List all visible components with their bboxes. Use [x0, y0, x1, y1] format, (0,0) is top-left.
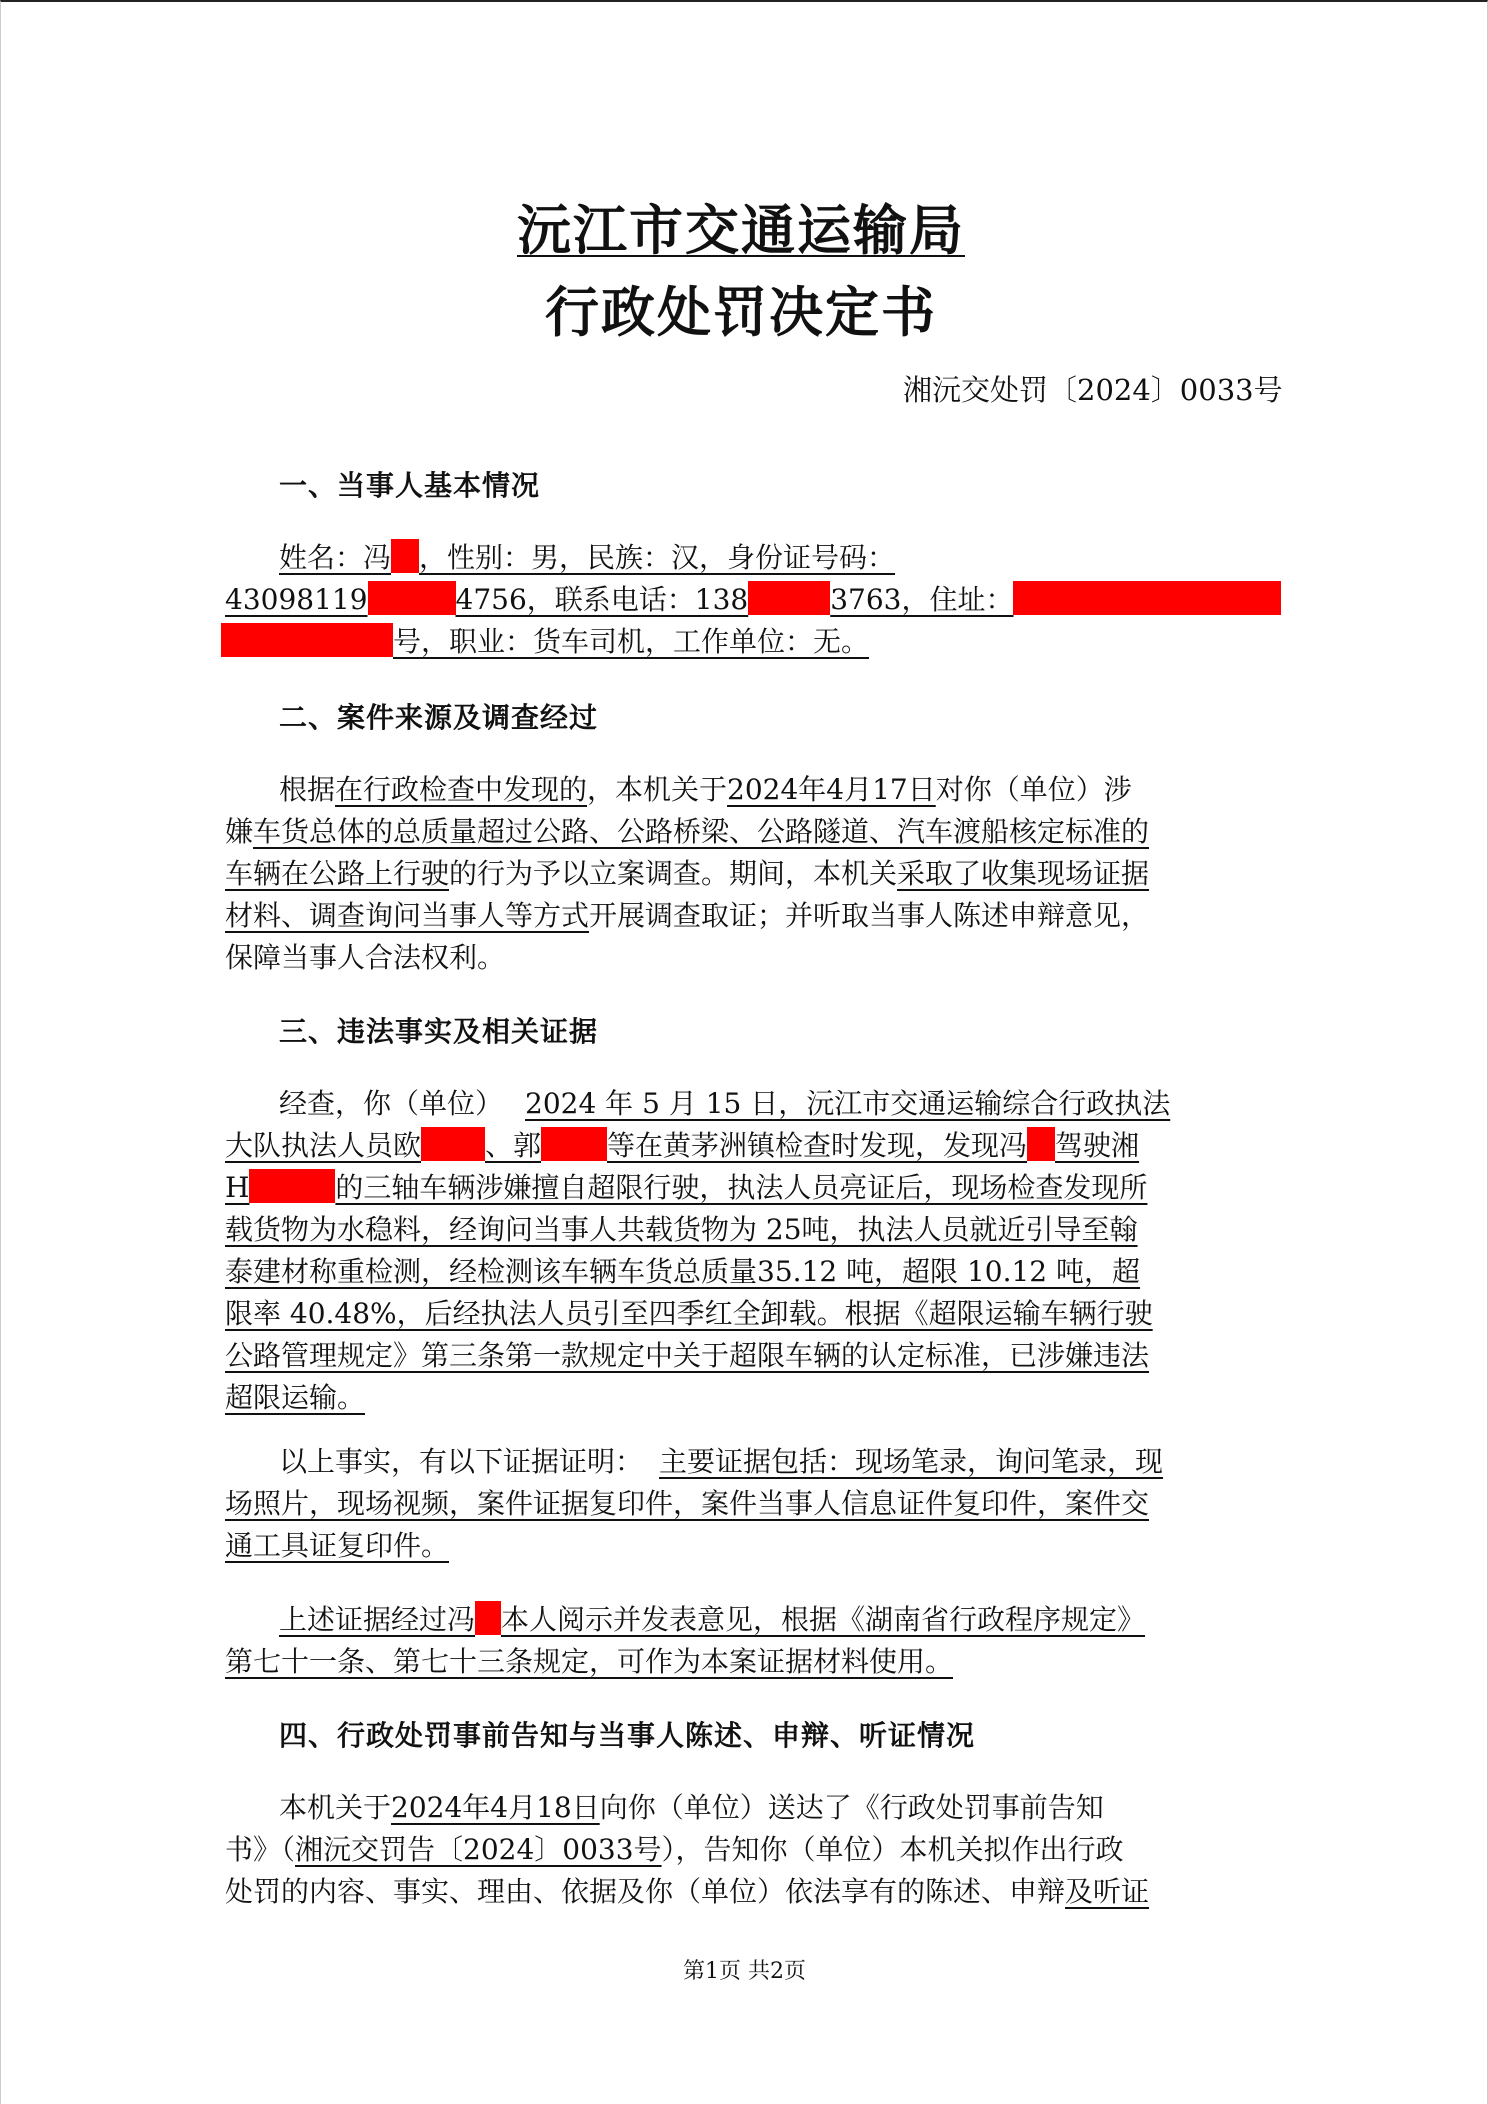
evidence-review-line-2: 第七十一条、第七十三条规定，可作为本案证据材料使用。 [225, 1645, 954, 1678]
facts-line-2: 大队执法人员欧 、郭 等在黄茅洲镇检查时发现，发现冯 驾驶湘 [225, 1129, 1140, 1162]
redaction-driver-name [1027, 1127, 1055, 1161]
redaction-officer-2 [541, 1127, 607, 1161]
redaction-phone [748, 581, 830, 615]
notice-line-3: 处罚的内容、事实、理由、依据及你（单位）依法享有的陈述、申辩及听证 [225, 1875, 1150, 1908]
redaction-address-cont [221, 623, 393, 657]
evidence-line-2: 场照片，现场视频，案件证据复印件，案件当事人信息证件复印件，案件交 [225, 1487, 1150, 1520]
notice-line-1: 本机关于2024年4月18日向你（单位）送达了《行政处罚事前告知 [279, 1791, 1104, 1824]
redaction-id-number [368, 581, 456, 615]
page-number: 第1页 共2页 [683, 1959, 806, 1984]
redaction-reviewer-name [475, 1601, 501, 1635]
redaction-officer-1 [421, 1127, 485, 1161]
notice-line-2: 书》（湘沅交罚告〔2024〕0033号），告知你（单位）本机关拟作出行政 [225, 1833, 1124, 1866]
facts-line-8: 超限运输。 [225, 1381, 366, 1414]
party-info-line-1: 姓名：冯 ，性别：男，民族：汉，身份证号码： [279, 541, 896, 574]
section-heading-violation-facts: 三、违法事实及相关证据 [279, 1015, 599, 1048]
section-heading-party-info: 一、当事人基本情况 [279, 469, 541, 502]
section-heading-prior-notice: 四、行政处罚事前告知与当事人陈述、申辩、听证情况 [279, 1719, 976, 1752]
facts-line-4: 载货物为水稳料，经询问当事人共载货物为 25吨，执法人员就近引导至翰 [225, 1213, 1138, 1246]
case-source-line-1: 根据在行政检查中发现的，本机关于2024年4月17日对你（单位）涉 [279, 773, 1132, 806]
document-title-type: 行政处罚决定书 [545, 281, 937, 344]
section-heading-case-source: 二、案件来源及调查经过 [279, 701, 599, 734]
evidence-line-3: 通工具证复印件。 [225, 1529, 450, 1562]
facts-line-1: 经查，你（单位） 2024 年 5 月 15 日，沅江市交通运输综合行政执法 [279, 1087, 1171, 1120]
party-info-line-3: 号，职业：货车司机，工作单位：无。 [221, 622, 869, 662]
redaction-name [391, 539, 419, 573]
case-source-line-4: 材料、调查询问当事人等方式开展调查取证；并听取当事人陈述申辩意见， [225, 899, 1150, 932]
case-source-line-2: 嫌车货总体的总质量超过公路、公路桥梁、公路隧道、汽车渡船核定标准的 [225, 815, 1150, 848]
document-title-authority: 沅江市交通运输局 [517, 199, 965, 262]
facts-line-6: 限率 40.48%，后经执法人员引至四季红全卸载。根据《超限运输车辆行驶 [225, 1297, 1153, 1330]
redaction-plate-number [249, 1169, 335, 1203]
evidence-line-1: 以上事实，有以下证据证明： 主要证据包括：现场笔录，询问笔录，现 [279, 1445, 1164, 1478]
case-source-line-5: 保障当事人合法权利。 [225, 941, 506, 974]
facts-line-3: H 的三轴车辆涉嫌擅自超限行驶，执法人员亮证后，现场检查发现所 [225, 1171, 1148, 1204]
evidence-review-line-1: 上述证据经过冯 本人阅示并发表意见，根据《湖南省行政程序规定》 [279, 1603, 1146, 1636]
document-number: 湘沅交处罚〔2024〕0033号 [903, 373, 1283, 407]
redaction-address [1013, 581, 1281, 615]
party-info-line-2: 43098119 4756，联系电话：138 3763，住址： [225, 580, 1281, 620]
facts-line-7: 公路管理规定》第三条第一款规定中关于超限车辆的认定标准，已涉嫌违法 [225, 1339, 1150, 1372]
case-source-line-3: 车辆在公路上行驶的行为予以立案调查。期间，本机关采取了收集现场证据 [225, 857, 1150, 890]
facts-line-5: 泰建材称重检测，经检测该车辆车货总质量35.12 吨，超限 10.12 吨，超 [225, 1255, 1141, 1288]
